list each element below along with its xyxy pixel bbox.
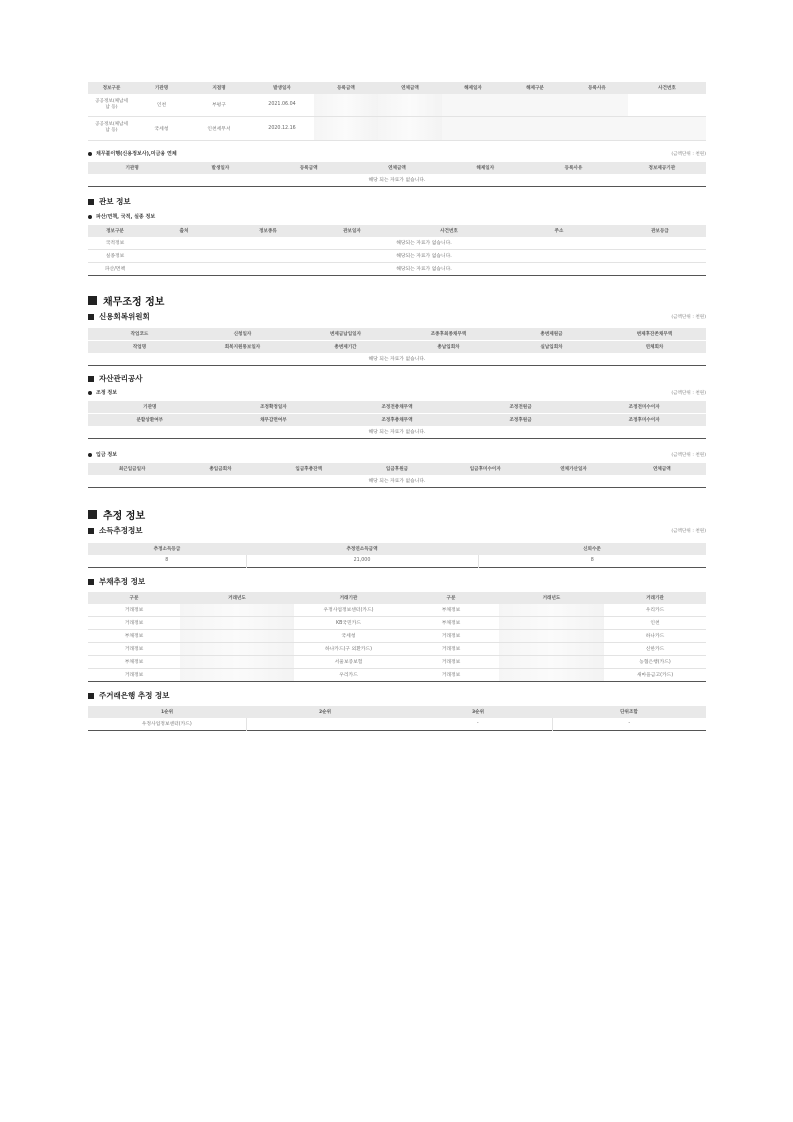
empty-row: 해당 되는 자료가 없습니다. <box>368 430 426 435</box>
bullet-icon <box>88 391 92 395</box>
ccrs-table <box>88 328 706 366</box>
main-bank-value-row <box>88 718 706 731</box>
square-icon <box>88 296 97 305</box>
rank-3-bank: - <box>404 718 552 731</box>
redacted-cell <box>499 604 604 617</box>
kamco-header-row-1: 기관명 조정확정일자 조정전총채무액 조정전원금 조정전미수이자 <box>88 401 706 414</box>
redacted-cell <box>566 116 628 140</box>
income-header-row: 추정소득등급 추정연소득금액 신뢰수준 <box>88 543 706 555</box>
income-table <box>88 543 706 568</box>
gwanbo-subtitle: 파산/면책, 국적, 실종 정보 <box>88 211 706 223</box>
unit-cooperative: - <box>628 721 631 726</box>
kamco-adjust-subtitle: 조정 정보 (금액단위 : 천원) <box>88 387 706 399</box>
redacted-cell <box>378 116 442 140</box>
redacted-cell <box>499 629 604 642</box>
arrears-table <box>88 82 706 141</box>
table-row: 부채정보 국세청 거래정보 하나카드 <box>88 629 706 642</box>
square-icon <box>88 528 94 534</box>
col-reg-reason: 등록사유 <box>566 82 628 94</box>
col-overdue-amount: 연체금액 <box>378 82 442 94</box>
report-page <box>88 82 706 731</box>
kamco-pay-subtitle: 입금 정보 (금액단위 : 천원) <box>88 449 706 461</box>
square-icon <box>88 314 94 320</box>
col-institution: 기관명 <box>135 82 188 94</box>
col-info-type: 정보구분 <box>88 82 135 94</box>
empty-row: 해당 되는 자료가 없습니다. <box>368 178 426 183</box>
confidence-level: 8 <box>590 558 594 563</box>
debt-estimate-table <box>88 592 706 682</box>
main-bank-table <box>88 706 706 731</box>
unit-label: (금액단위 : 천원) <box>671 151 706 157</box>
redacted-cell <box>314 116 378 140</box>
table-row: 거래정보 우리카드 거래정보 새마을금고(카드) <box>88 668 706 681</box>
gwanbo-title: 관보 정보 <box>88 195 706 209</box>
debt-adjust-title: 채무조정 정보 <box>88 292 706 310</box>
debt-estimate-header-row: 구분 거래년도 거래기관 구분 거래년도 거래기관 <box>88 592 706 604</box>
main-bank-title: 주거래은행 추정 정보 <box>88 689 706 703</box>
redacted-cell <box>378 94 442 116</box>
square-icon <box>88 376 94 382</box>
empty-row: 해당 되는 자료가 없습니다. <box>368 479 426 484</box>
table-row: 공공정보(체납세 납 등) 국세청 인천세무서 2020.12.16 <box>88 116 706 140</box>
redacted-cell <box>180 616 294 629</box>
redacted-cell <box>180 604 294 617</box>
table-row: 거래정보 하나카드(구 외환카드) 거래정보 신한카드 <box>88 642 706 655</box>
kamco-adjust-table <box>88 401 706 439</box>
redacted-cell <box>504 116 566 140</box>
kamco-header-row-2: 분할상환여부 채무감면여부 조정후총채무액 조정후원금 조정후미수이자 <box>88 413 706 426</box>
redacted-cell <box>180 655 294 668</box>
kamco-title: 자산관리공사 <box>88 372 706 386</box>
estimate-title: 추정 정보 <box>88 506 706 524</box>
income-grade: 8 <box>88 555 246 568</box>
square-icon <box>88 199 94 205</box>
redacted-cell <box>442 94 504 116</box>
redacted-cell <box>180 629 294 642</box>
table-row: 거래정보 우정사업정보센터(카드) 부채정보 우리카드 <box>88 604 706 617</box>
table-row: 국적정보 해당되는 자료가 없습니다. <box>88 237 706 250</box>
unit-label: (금액단위 : 천원) <box>671 452 706 458</box>
gwanbo-table <box>88 225 706 276</box>
rank-2-bank <box>246 718 404 731</box>
col-release-date: 해제일자 <box>442 82 504 94</box>
redacted-cell <box>180 642 294 655</box>
col-date: 발생일자 <box>250 82 314 94</box>
table-row: 실종정보 해당되는 자료가 없습니다. <box>88 249 706 262</box>
redacted-cell <box>499 642 604 655</box>
kamco-pay-table <box>88 463 706 488</box>
table-row: 파산/면책 해당되는 자료가 없습니다. <box>104 267 452 272</box>
redacted-cell <box>628 116 706 140</box>
income-value-row <box>88 555 706 568</box>
square-icon <box>88 579 94 585</box>
kamco-pay-header-row: 최근입금일자 총입금회차 입금후총잔액 입금후원금 입금후미수이자 연체가산일자 연체금액 <box>88 463 706 475</box>
ccrs-header-row-1: 작업코드 신청일자 변제금납입일자 조종후최종채무액 총변제원금 변제후잔존채무액 <box>88 328 706 341</box>
main-bank-header-row: 1순위 2순위 3순위 단위조합 <box>88 706 706 718</box>
bullet-icon <box>88 453 92 457</box>
debtor-header-row: 기관명 발생일자 등록금액 연체금액 해제일자 등록사유 정보제공기관 <box>88 162 706 174</box>
table-row: 거래정보 KB국민카드 부채정보 인천 <box>88 616 706 629</box>
table-row: 공공정보(체납세 납 등) 인천 부평구 2021.06.04 <box>88 94 706 116</box>
unit-label: (금액단위 : 천원) <box>671 314 706 320</box>
debtor-table <box>88 162 706 187</box>
col-branch: 지점명 <box>188 82 250 94</box>
ccrs-header-row-2: 작업명 회복지원통보일자 총변제기간 총납입회차 실납입회차 연체회차 <box>88 340 706 353</box>
redacted-cell <box>499 616 604 629</box>
redacted-cell <box>314 94 378 116</box>
debtor-subtitle: 채무불이행(신용정보사),미금융 연체 (금액단위 : 천원) <box>88 148 706 160</box>
debt-estimate-title: 부채추정 정보 <box>88 575 706 589</box>
rank-1-bank: 우정사업정보센터(카드) <box>88 718 246 731</box>
redacted-cell <box>180 668 294 681</box>
square-icon <box>88 693 94 699</box>
bullet-icon <box>88 215 92 219</box>
income-title: 소득추정정보 (금액단위 : 천원) <box>88 524 706 538</box>
redacted-cell <box>566 94 628 116</box>
redacted-cell <box>499 655 604 668</box>
redacted-cell <box>442 116 504 140</box>
table-row: 부채정보 서울보증보험 거래정보 농협은행(카드) <box>88 655 706 668</box>
income-amount: 21,000 <box>246 555 478 568</box>
col-release-type: 해제구분 <box>504 82 566 94</box>
square-icon <box>88 510 97 519</box>
col-case-number: 사건번호 <box>628 82 706 94</box>
redacted-cell <box>499 668 604 681</box>
col-reg-amount: 등록금액 <box>314 82 378 94</box>
ccrs-title: 신용회복위원회 (금액단위 : 천원) <box>88 310 706 324</box>
unit-label: (금액단위 : 천원) <box>671 390 706 396</box>
unit-label: (금액단위 : 천원) <box>671 528 706 534</box>
redacted-cell <box>504 94 566 116</box>
arrears-header-row <box>88 82 706 94</box>
empty-row: 해당 되는 자료가 없습니다. <box>368 357 426 362</box>
gwanbo-header-row: 정보구분 출처 정보종류 관보일자 사건번호 주소 관보등급 <box>88 225 706 237</box>
bullet-icon <box>88 152 92 156</box>
